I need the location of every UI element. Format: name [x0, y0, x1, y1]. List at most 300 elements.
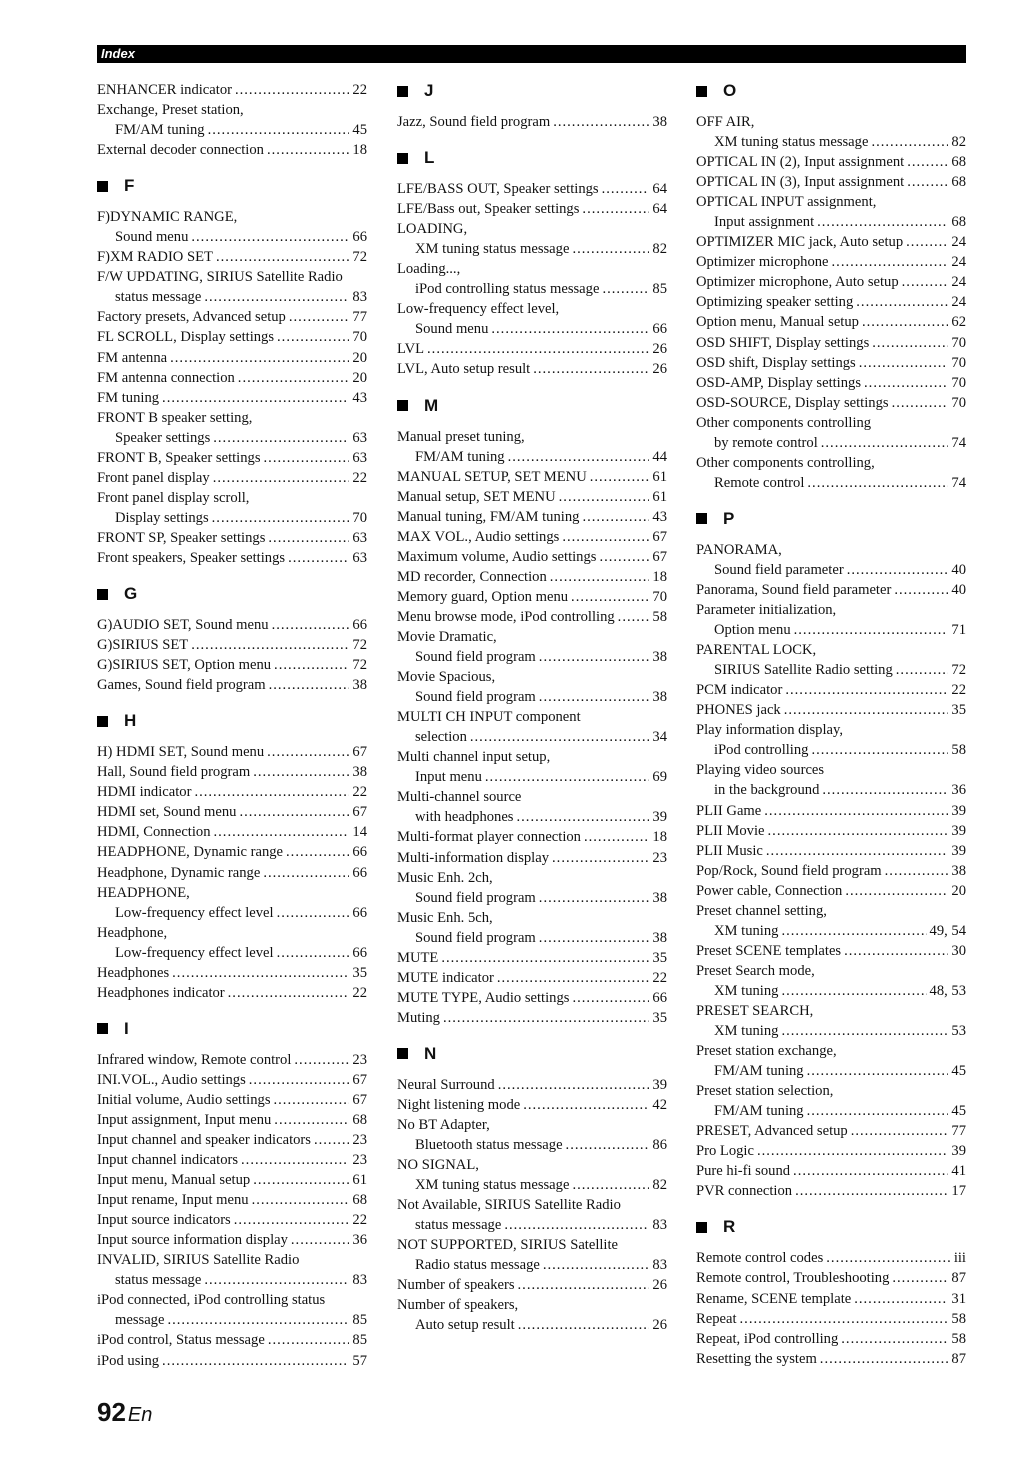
square-bullet-icon	[97, 716, 108, 727]
index-subentry	[97, 903, 367, 923]
entry-text: H) HDMI SET, Sound menu	[97, 744, 265, 761]
index-entry	[696, 312, 966, 332]
index-column-1	[97, 80, 367, 1371]
entry-text: XM tuning	[714, 1023, 779, 1040]
dot-leader	[170, 348, 349, 368]
dot-leader	[539, 888, 650, 908]
entry-text: Input menu	[415, 769, 482, 786]
dot-leader	[162, 388, 349, 408]
dot-leader	[590, 467, 650, 487]
entry-text: G)SIRIUS SET, Option menu	[97, 657, 272, 674]
entry-text: status message	[415, 1217, 502, 1234]
index-entry	[696, 172, 966, 192]
entry-page-number: 85	[652, 281, 667, 298]
entry-text: Music Enh. 2ch,	[397, 869, 493, 886]
entry-page-number: 49, 54	[929, 922, 966, 939]
entry-page-number: 24	[951, 294, 966, 311]
entry-text: Rename, SCENE template	[696, 1290, 852, 1307]
entry-page-number: 40	[951, 581, 966, 598]
dot-leader	[872, 333, 948, 353]
entry-page-number: 23	[352, 1152, 367, 1169]
entry-text: MUTE	[397, 949, 439, 966]
entry-text: Input channel and speaker indicators	[97, 1132, 311, 1149]
entry-text: Headphones	[97, 964, 170, 981]
dot-leader	[766, 841, 949, 861]
index-entry	[696, 232, 966, 252]
entry-text: Night listening mode	[397, 1096, 521, 1113]
entry-text: FRONT B speaker setting,	[97, 409, 253, 426]
index-entry	[397, 848, 667, 868]
index-entry	[397, 1195, 667, 1215]
dot-leader	[289, 307, 350, 327]
dot-leader	[191, 635, 349, 655]
dot-leader	[212, 508, 350, 528]
section-letter: H	[124, 711, 137, 731]
entry-page-number: 67	[352, 1071, 367, 1088]
section-heading	[696, 1216, 966, 1238]
entry-text: Power cable, Connection	[696, 882, 843, 899]
entry-page-number: 39	[652, 1076, 667, 1093]
dot-leader	[234, 1210, 350, 1230]
entry-page-number: 18	[352, 142, 367, 159]
entry-page-number: 20	[951, 882, 966, 899]
index-entry	[696, 1268, 966, 1288]
index-subentry	[97, 508, 367, 528]
dot-leader	[213, 468, 350, 488]
entry-text: Menu browse mode, iPod controlling	[397, 608, 615, 625]
entry-page-number: 24	[951, 234, 966, 251]
entry-text: OPTIMIZER MIC jack, Auto setup	[696, 234, 904, 251]
entry-text: Pro Logic	[696, 1143, 754, 1160]
entry-text: Sound field program	[415, 889, 536, 906]
entry-page-number: 62	[951, 314, 966, 331]
dot-leader	[844, 941, 948, 961]
index-subentry	[696, 473, 966, 493]
dot-leader	[811, 740, 948, 760]
index-entry	[696, 1141, 966, 1161]
page-language: En	[127, 1404, 153, 1426]
dot-leader	[794, 620, 949, 640]
index-entry	[696, 580, 966, 600]
entry-text: Movie Spacious,	[397, 669, 496, 686]
entry-page-number: 26	[652, 1277, 667, 1294]
index-entry	[696, 720, 966, 740]
entry-page-number: 70	[951, 374, 966, 391]
entry-text: FM/AM tuning	[714, 1103, 804, 1120]
index-entry	[97, 348, 367, 368]
entry-text: Factory presets, Advanced setup	[97, 309, 286, 326]
index-subentry	[696, 620, 966, 640]
dot-leader	[268, 528, 349, 548]
entry-page-number: 38	[352, 677, 367, 694]
dot-leader	[214, 822, 350, 842]
entry-text: Preset station exchange,	[696, 1043, 837, 1060]
entry-text: NOT SUPPORTED, SIRIUS Satellite	[397, 1237, 619, 1254]
entry-page-number: 36	[951, 782, 966, 799]
entry-text: Games, Sound field program	[97, 677, 266, 694]
index-entry	[397, 467, 667, 487]
entry-text: XM tuning status message	[415, 241, 570, 258]
index-entry	[97, 802, 367, 822]
dot-leader	[785, 680, 948, 700]
dot-leader	[572, 239, 649, 259]
index-entry	[97, 307, 367, 327]
entry-text: Remote control, Troubleshooting	[696, 1270, 890, 1287]
index-subentry	[397, 647, 667, 667]
index-entry	[97, 675, 367, 695]
entry-page-number: 39	[652, 809, 667, 826]
dot-leader	[252, 1190, 350, 1210]
index-entry	[97, 1290, 367, 1310]
entry-text: Maximum volume, Audio settings	[397, 548, 597, 565]
entry-text: OSD SHIFT, Display settings	[696, 334, 870, 351]
section-letter: N	[424, 1043, 437, 1063]
dot-leader	[517, 807, 650, 827]
entry-page-number: 34	[652, 729, 667, 746]
index-entry	[696, 453, 966, 473]
dot-leader	[553, 112, 649, 132]
index-entry	[97, 448, 367, 468]
entry-page-number: 67	[352, 744, 367, 761]
index-subentry	[97, 943, 367, 963]
index-entry	[397, 747, 667, 767]
index-subentry	[397, 727, 667, 747]
entry-page-number: 40	[951, 561, 966, 578]
dot-leader	[885, 861, 949, 881]
index-entry	[397, 547, 667, 567]
dot-leader	[559, 487, 650, 507]
index-entry	[97, 100, 367, 120]
entry-page-number: 42	[652, 1096, 667, 1113]
index-entry	[397, 179, 667, 199]
entry-page-number: 67	[352, 804, 367, 821]
entry-page-number: 43	[352, 389, 367, 406]
dot-leader	[851, 1121, 949, 1141]
index-subentry	[397, 279, 667, 299]
entry-text: selection	[415, 729, 467, 746]
square-bullet-icon	[397, 400, 408, 411]
dot-leader	[826, 1248, 951, 1268]
section-letter: G	[124, 584, 138, 604]
dot-leader	[485, 767, 650, 787]
dot-leader	[253, 1170, 349, 1190]
dot-leader	[443, 1008, 649, 1028]
entry-text: Not Available, SIRIUS Satellite Radio	[397, 1197, 621, 1214]
index-entry	[397, 1295, 667, 1315]
entry-page-number: 70	[951, 354, 966, 371]
entry-text: LFE/Bass out, Speaker settings	[397, 201, 580, 218]
entry-page-number: 64	[652, 201, 667, 218]
index-entry	[397, 1095, 667, 1115]
entry-text: FM antenna connection	[97, 369, 235, 386]
entry-text: MULTI CH INPUT component	[397, 709, 581, 726]
square-bullet-icon	[397, 86, 408, 97]
dot-leader	[272, 615, 350, 635]
dot-leader	[582, 507, 649, 527]
square-bullet-icon	[696, 86, 707, 97]
dot-leader	[896, 660, 949, 680]
entry-text: FM/AM tuning	[714, 1063, 804, 1080]
index-entry	[696, 252, 966, 272]
dot-leader	[238, 368, 350, 388]
entry-text: OPTICAL IN (3), Input assignment	[696, 174, 905, 191]
dot-leader	[764, 801, 948, 821]
index-entry	[97, 1250, 367, 1270]
section-heading	[397, 147, 667, 169]
index-entry	[696, 1329, 966, 1349]
entry-page-number: 39	[951, 842, 966, 859]
entry-text: FM antenna	[97, 349, 168, 366]
index-section	[97, 80, 367, 160]
entry-page-number: 83	[352, 1272, 367, 1289]
entry-page-number: 66	[652, 989, 667, 1006]
entry-text: Playing video sources	[696, 762, 825, 779]
index-entry	[97, 1050, 367, 1070]
entry-text: INVALID, SIRIUS Satellite Radio	[97, 1252, 300, 1269]
dot-leader	[167, 1310, 349, 1330]
entry-text: Preset SCENE templates	[696, 942, 842, 959]
index-entry	[696, 1041, 966, 1061]
entry-text: Hall, Sound field program	[97, 764, 251, 781]
section-heading	[397, 395, 667, 417]
entry-page-number: 70	[352, 509, 367, 526]
index-entry	[97, 548, 367, 568]
dot-leader	[832, 252, 949, 272]
index-entry	[97, 1110, 367, 1130]
entry-page-number: 61	[652, 488, 667, 505]
index-entry	[397, 827, 667, 847]
entry-page-number: 63	[352, 549, 367, 566]
entry-page-number: 26	[652, 341, 667, 358]
entry-text: F/W UPDATING, SIRIUS Satellite Radio	[97, 269, 343, 286]
dot-leader	[286, 842, 349, 862]
dot-leader	[862, 312, 948, 332]
entry-page-number: 20	[352, 369, 367, 386]
index-subentry	[696, 1061, 966, 1081]
dot-leader	[162, 1351, 349, 1371]
entry-text: OSD-SOURCE, Display settings	[696, 394, 889, 411]
entry-page-number: 26	[652, 1317, 667, 1334]
entry-page-number: 36	[352, 1232, 367, 1249]
dot-leader	[470, 727, 650, 747]
dot-leader	[497, 968, 650, 988]
dot-leader	[582, 199, 649, 219]
index-subentry	[696, 740, 966, 760]
index-header-bar	[97, 45, 966, 63]
entry-page-number: 31	[951, 1290, 966, 1307]
entry-text: Multi-channel source	[397, 789, 522, 806]
index-entry	[696, 1081, 966, 1101]
dot-leader	[539, 687, 650, 707]
dot-leader	[441, 948, 649, 968]
index-subentry	[97, 428, 367, 448]
dot-leader	[571, 587, 649, 607]
entry-text: iPod connected, iPod controlling status	[97, 1292, 326, 1309]
index-entry	[97, 468, 367, 488]
entry-text: Auto setup result	[415, 1317, 515, 1334]
index-entry	[97, 1070, 367, 1090]
index-entry	[696, 112, 966, 132]
dot-leader	[427, 339, 649, 359]
entry-page-number: 24	[951, 274, 966, 291]
index-entry	[397, 1075, 667, 1095]
entry-text: in the background	[714, 782, 820, 799]
dot-leader	[757, 1141, 948, 1161]
entry-page-number: 83	[652, 1257, 667, 1274]
entry-text: Input assignment, Input menu	[97, 1111, 272, 1128]
entry-text: FRONT B, Speaker settings	[97, 449, 261, 466]
entry-page-number: 18	[652, 829, 667, 846]
dot-leader	[274, 655, 349, 675]
index-subentry	[397, 447, 667, 467]
index-subentry	[397, 1175, 667, 1195]
index-entry	[397, 1008, 667, 1028]
index-section	[97, 1018, 367, 1371]
entry-text: Sound field parameter	[714, 561, 844, 578]
entry-text: Parameter initialization,	[696, 602, 837, 619]
entry-text: Neural Surround	[397, 1076, 495, 1093]
index-entry	[397, 1235, 667, 1255]
entry-page-number: 64	[652, 181, 667, 198]
square-bullet-icon	[97, 589, 108, 600]
entry-text: F)DYNAMIC RANGE,	[97, 209, 238, 226]
entry-page-number: 66	[352, 617, 367, 634]
entry-page-number: 58	[951, 1310, 966, 1327]
entry-text: OFF AIR,	[696, 114, 755, 130]
entry-text: Manual tuning, FM/AM tuning	[397, 508, 580, 525]
index-entry	[696, 961, 966, 981]
entry-text: LVL, Auto setup result	[397, 361, 531, 378]
index-entry	[696, 1181, 966, 1201]
index-entry	[696, 941, 966, 961]
entry-text: Input menu, Manual setup	[97, 1172, 251, 1189]
entry-text: Headphone,	[97, 924, 168, 941]
entry-text: XM tuning	[714, 922, 779, 939]
entry-text: No BT Adapter,	[397, 1117, 490, 1134]
entry-page-number: 69	[652, 769, 667, 786]
entry-page-number: 57	[352, 1352, 367, 1369]
index-entry	[397, 787, 667, 807]
dot-leader	[892, 1268, 948, 1288]
index-entry	[97, 842, 367, 862]
square-bullet-icon	[696, 513, 707, 524]
entry-text: NO SIGNAL,	[397, 1157, 479, 1174]
entry-text: iPod using	[97, 1352, 160, 1369]
index-entry	[696, 760, 966, 780]
entry-text: FM/AM tuning	[115, 122, 205, 139]
index-subentry	[696, 132, 966, 152]
entry-text: Front panel display	[97, 469, 210, 486]
entry-page-number: 23	[352, 1051, 367, 1068]
dot-leader	[572, 988, 649, 1008]
index-entry	[696, 801, 966, 821]
entry-text: Display settings	[115, 509, 209, 526]
index-entry	[696, 1161, 966, 1181]
entry-page-number: 85	[352, 1332, 367, 1349]
index-entry	[97, 267, 367, 287]
entry-page-number: 68	[951, 214, 966, 231]
index-entry	[397, 587, 667, 607]
index-entry	[97, 983, 367, 1003]
entry-text: Sound field program	[415, 929, 536, 946]
dot-leader	[618, 607, 650, 627]
index-entry	[97, 1210, 367, 1230]
index-entry	[696, 821, 966, 841]
index-subentry	[397, 687, 667, 707]
entry-text: message	[115, 1312, 165, 1329]
section-letter: M	[424, 395, 439, 415]
entry-text: OPTICAL IN (2), Input assignment	[696, 154, 905, 171]
dot-leader	[602, 279, 649, 299]
dot-leader	[504, 1215, 649, 1235]
entry-page-number: 30	[951, 942, 966, 959]
square-bullet-icon	[97, 181, 108, 192]
entry-text: Headphone, Dynamic range	[97, 864, 261, 881]
entry-page-number: 70	[951, 394, 966, 411]
index-entry	[397, 968, 667, 988]
entry-page-number: 66	[352, 944, 367, 961]
dot-leader	[856, 292, 948, 312]
entry-text: Preset channel setting,	[696, 902, 827, 919]
entry-text: Input source information display	[97, 1232, 288, 1249]
dot-leader	[572, 1175, 649, 1195]
index-subentry	[397, 928, 667, 948]
section-heading	[397, 80, 667, 102]
entry-text: F)XM RADIO SET	[97, 249, 213, 266]
page-footer	[97, 1397, 152, 1428]
entry-text: Preset Search mode,	[696, 962, 815, 979]
entry-page-number: 45	[951, 1063, 966, 1080]
entry-text: Number of speakers,	[397, 1297, 519, 1314]
entry-text: Initial volume, Audio settings	[97, 1091, 271, 1108]
entry-text: status message	[115, 289, 202, 306]
entry-page-number: 83	[352, 289, 367, 306]
entry-text: Exchange, Preset station,	[97, 102, 244, 119]
index-entry	[696, 373, 966, 393]
dot-leader	[740, 1309, 949, 1329]
entry-page-number: 35	[652, 1009, 667, 1026]
section-letter: I	[124, 1018, 129, 1038]
square-bullet-icon	[397, 153, 408, 164]
index-entry	[397, 908, 667, 928]
entry-page-number: 26	[652, 361, 667, 378]
entry-page-number: 72	[352, 249, 367, 266]
index-subentry	[696, 560, 966, 580]
entry-page-number: 22	[951, 682, 966, 699]
index-entry	[397, 868, 667, 888]
entry-text: PARENTAL LOCK,	[696, 642, 817, 659]
dot-leader	[263, 863, 349, 883]
dot-leader	[498, 1075, 650, 1095]
index-entry	[97, 655, 367, 675]
index-subentry	[696, 1021, 966, 1041]
entry-page-number: 24	[951, 254, 966, 271]
index-section	[397, 147, 667, 379]
entry-text: Sound menu	[415, 321, 489, 338]
dot-leader	[291, 1230, 350, 1250]
entry-page-number: 82	[652, 1177, 667, 1194]
entry-text: Headphones indicator	[97, 984, 225, 1001]
dot-leader	[277, 943, 350, 963]
dot-leader	[277, 327, 349, 347]
index-subentry	[397, 1135, 667, 1155]
dot-leader	[859, 353, 949, 373]
index-entry	[696, 540, 966, 560]
dot-leader	[204, 1270, 349, 1290]
dot-leader	[584, 827, 649, 847]
section-heading	[97, 1018, 367, 1040]
index-entry	[696, 901, 966, 921]
